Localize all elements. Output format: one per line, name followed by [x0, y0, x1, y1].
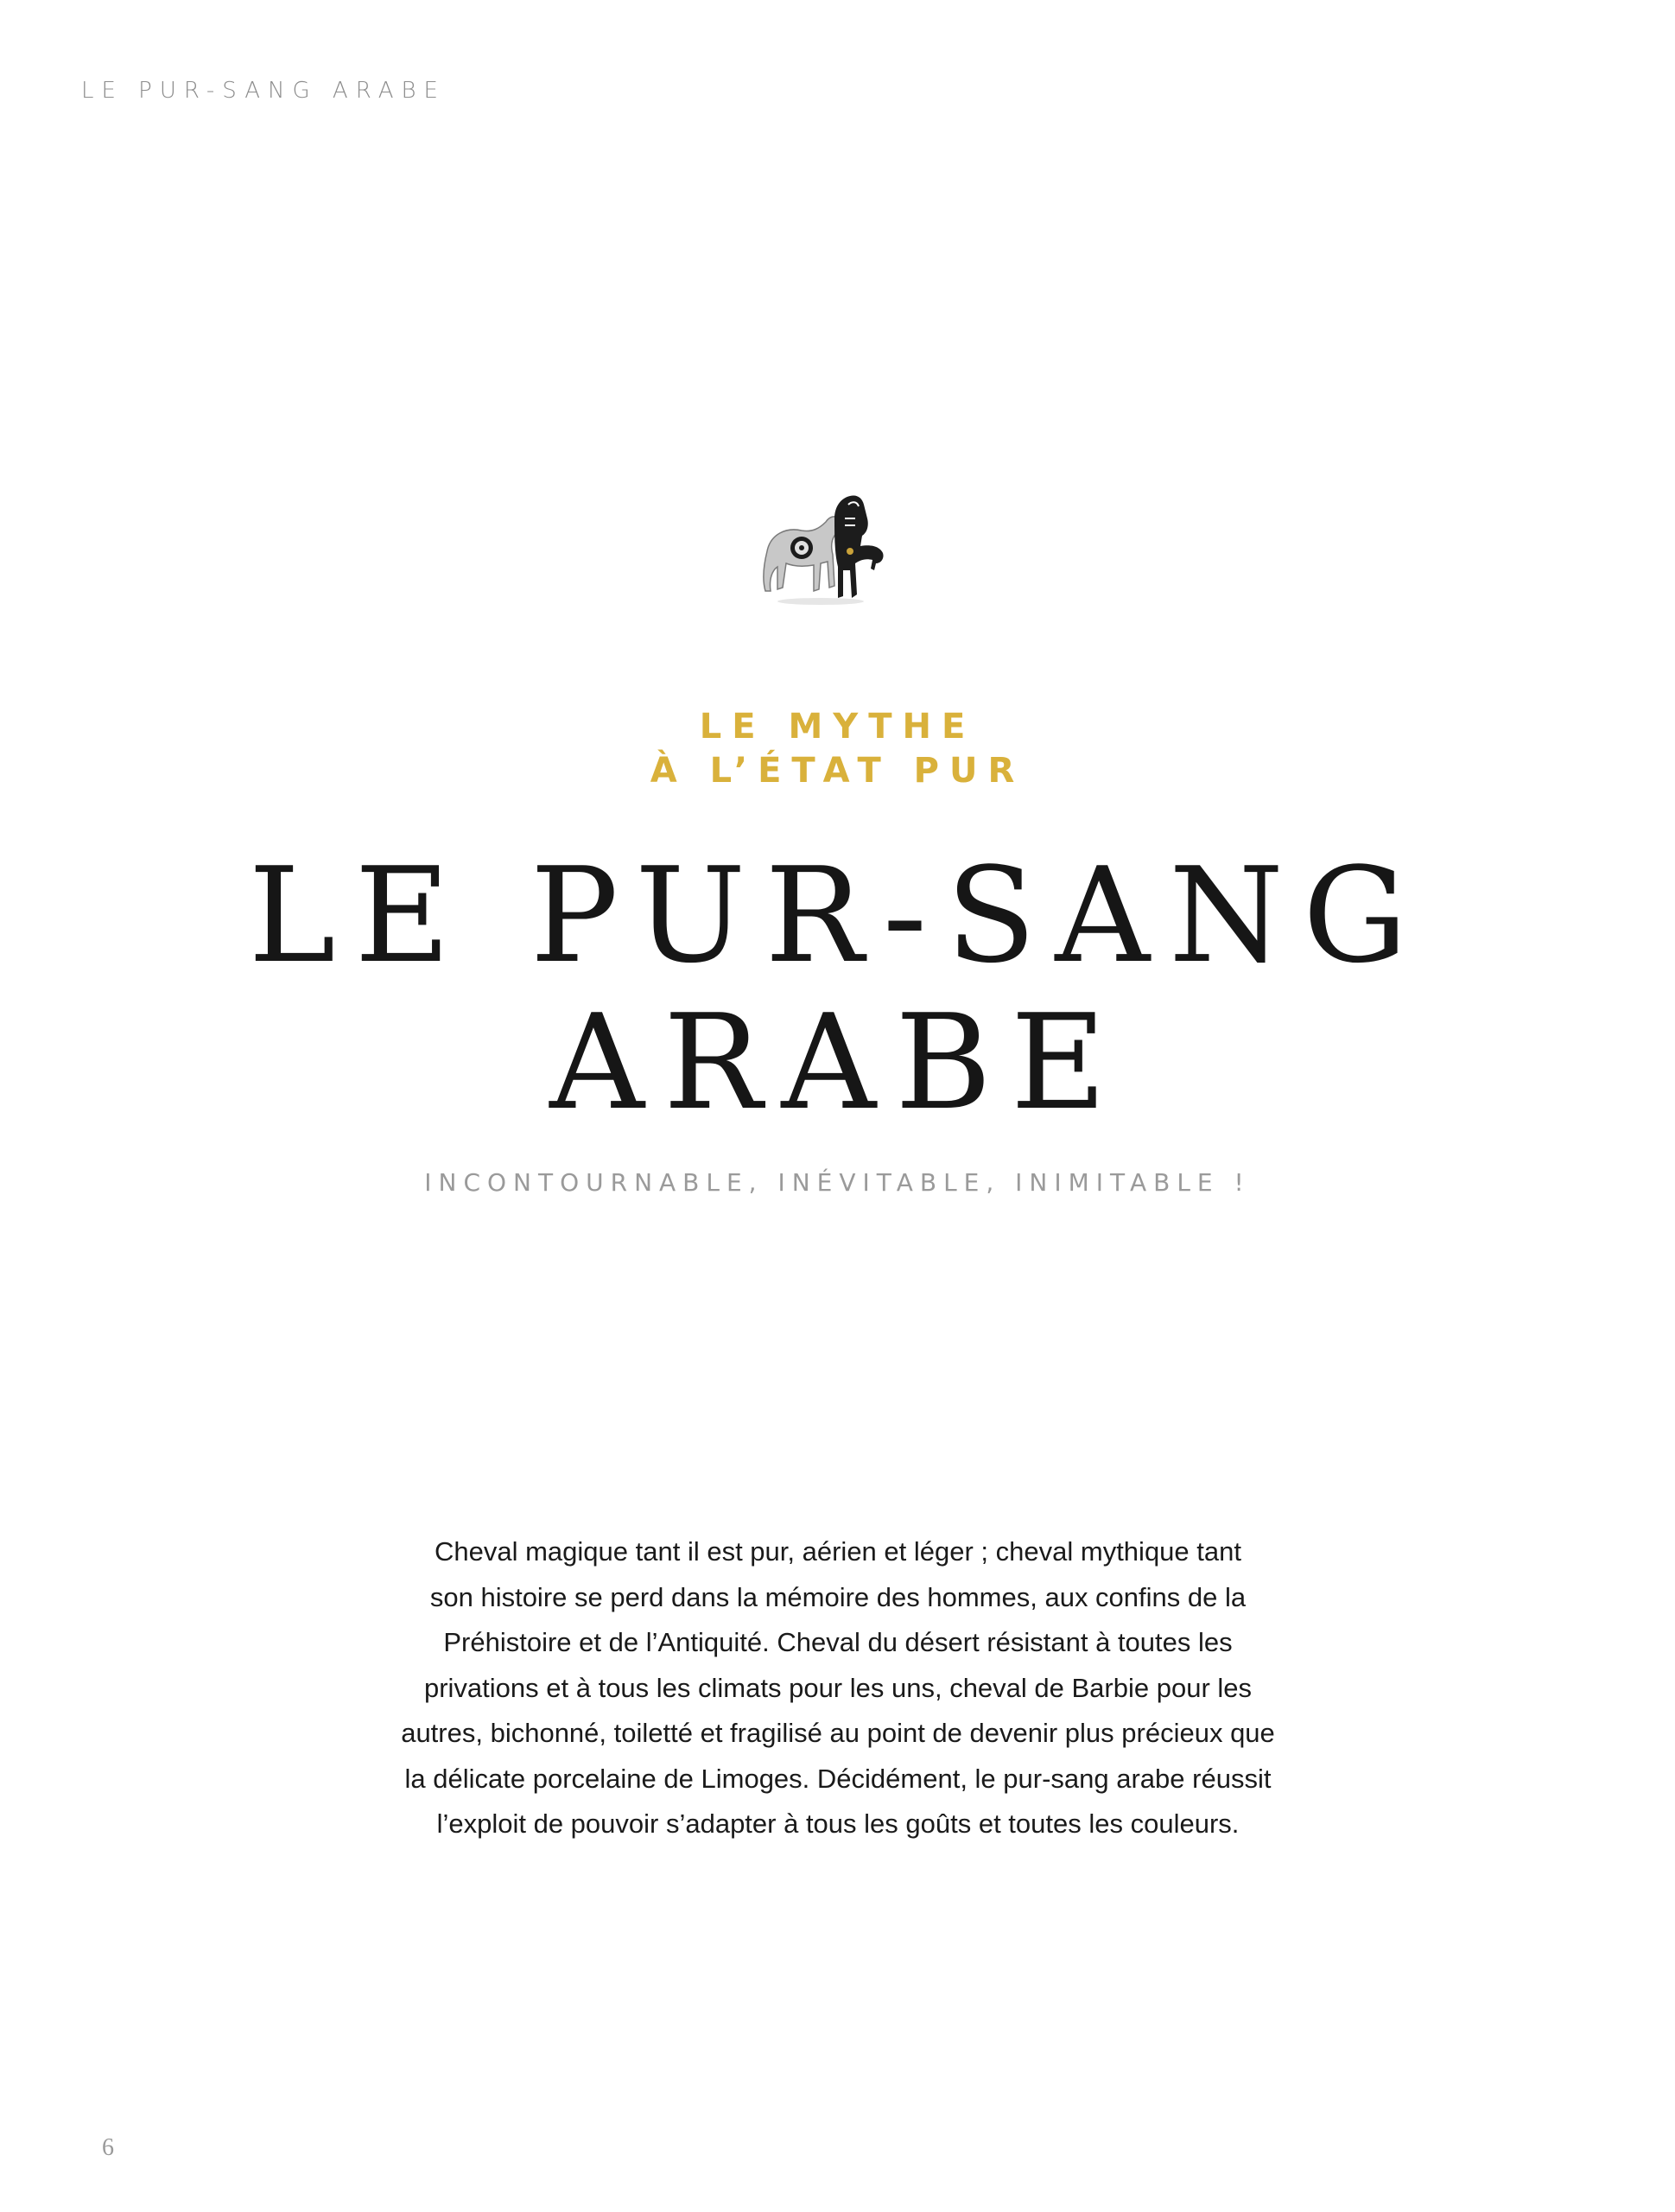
page-title-line-1: LE PUR-SANG [248, 839, 1427, 992]
kicker-line-2: À L’ÉTAT PUR [650, 751, 1025, 791]
intro-line: l’exploit de pouvoir s’adapter à tous les goûts et toutes les couleurs. [436, 1808, 1240, 1839]
intro-line: Cheval magique tant il est pur, aérien et léger ; cheval mythique tant [435, 1536, 1241, 1567]
intro-line: son histoire se perd dans la mémoire des hommes, aux confins de la [429, 1581, 1247, 1612]
kicker-line-1: LE MYTHE [699, 707, 976, 747]
page-number: 6 [102, 2134, 114, 2161]
intro-line: autres, bichonné, toiletté et fragilisé au point de devenir plus précieux que [401, 1718, 1275, 1748]
page-title-line-2: ARABE [549, 986, 1126, 1139]
intro-line: la délicate porcelaine de Limoges. Décidément, le pur-sang arabe réussit [404, 1763, 1272, 1794]
page-subtitle: INCONTOURNABLE, INÉVITABLE, INIMITABLE ! [424, 1168, 1251, 1197]
intro-line: Préhistoire et de l’Antiquité. Cheval du désert résistant à toutes les [443, 1627, 1233, 1657]
horse-statuette-icon [752, 484, 898, 631]
intro-line: privations et à tous les climats pour les uns, cheval de Barbie pour les [423, 1672, 1253, 1703]
running-header: LE PUR-SANG ARABE [81, 78, 446, 104]
intro-paragraph [311, 1529, 1365, 1847]
